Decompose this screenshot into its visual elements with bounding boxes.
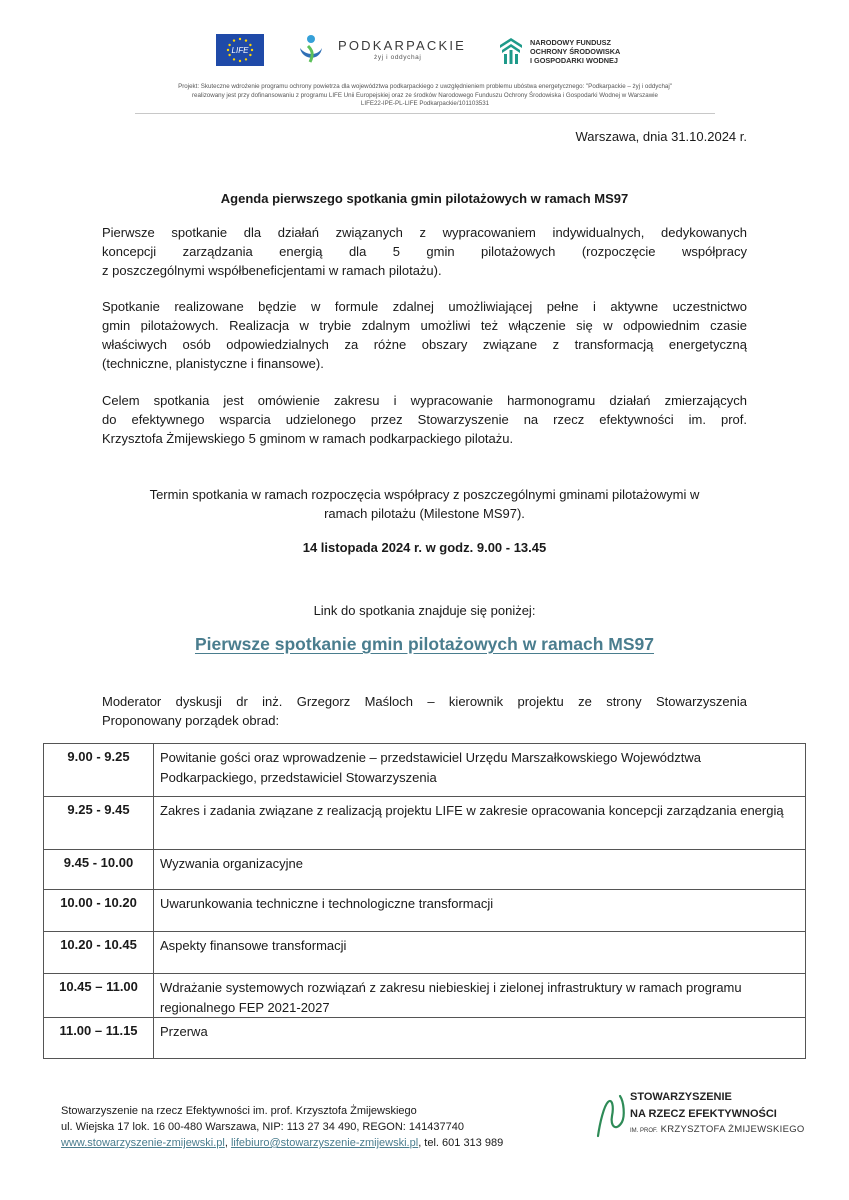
table-row [44, 797, 806, 850]
association-logo [594, 1090, 804, 1140]
agenda-item: Uwarunkowania techniczne i technologiczne transformacji [154, 890, 806, 932]
podkarpackie-name: PODKARPACKIE [338, 38, 467, 53]
podkarpackie-logo [296, 34, 471, 70]
moderator-info: Moderator dyskusji dr inż. Grzegorz Maśloch – kierownik projektu ze strony Stowarzyszenia Proponowany porządek obrad: [102, 694, 747, 728]
agenda-item: Zakres i zadania związane z realizacją projektu LIFE w zakresie opracowania koncepcji zarządzania energią [154, 797, 806, 850]
footer-links: www.stowarzyszenie-zmijewski.pl, lifebiuro@stowarzyszenie-zmijewski.pl, tel. 601 313 989 [61, 1137, 504, 1149]
table-row [44, 890, 806, 932]
agenda-time: 9.25 - 9.45 [44, 797, 154, 850]
agenda-item: Wdrażanie systemowych rozwiązań z zakresu niebieskiej i zielonej infrastruktury w ramach programu regionalnego FEP 2021-2027 [154, 974, 806, 1018]
svg-text:LIFE: LIFE [231, 46, 249, 55]
table-row [44, 850, 806, 890]
association-logo-line3: IM. PROF. KRZYSZTOFA ŻMIJEWSKIEGO [630, 1124, 805, 1135]
agenda-item: Przerwa [154, 1018, 806, 1059]
document-title: Agenda pierwszego spotkania gmin pilotażowych w ramach MS97 [220, 191, 629, 206]
association-logo-line1: STOWARZYSZENIE [630, 1091, 732, 1103]
project-line: realizowany jest przy dofinansowaniu z programu LIFE Unii Europejskiej oraz ze środków Narodowego Funduszu Ochrony Środowiska i Gospodarki Wodnej w Warszawie [192, 91, 658, 99]
agenda-time: 9.45 - 10.00 [44, 850, 154, 890]
table-row [44, 932, 806, 974]
table-row [44, 974, 806, 1018]
paragraph-goal: Celem spotkania jest omówienie zakresu i wypracowanie harmonogramu działań zmierzających do efektywnego wsparcia udzielonego przez Stowarzyszenie na rzecz efektywności im. prof. Krzysztofa Żmijewskiego 5 gminom w ramach podkarpackiego pilotażu. [102, 393, 747, 446]
eu-life-logo [216, 34, 264, 66]
project-info [100, 83, 750, 109]
footer-address: ul. Wiejska 17 lok. 16 00-480 Warszawa, NIP: 113 27 34 490, REGON: 141437740 [61, 1121, 464, 1133]
footer-contact [61, 1103, 503, 1151]
association-logo-line2: NA RZECZ EFEKTYWNOŚCI [630, 1108, 777, 1120]
nfosigw-name: NARODOWY FUNDUSZ OCHRONY ŚRODOWISKA I GOSPODARKI WODNEJ [530, 38, 621, 65]
eu-stars-icon [216, 34, 264, 66]
paragraph-intro: Pierwsze spotkanie dla działań związanych z wypracowaniem indywidualnych, dedykowanych koncepcji zarządzania energią dla 5 gmin pilotażowych (rozpoczęcie współpracy z poszczególnymi współbeneficjentami w ramach pilotażu). [102, 225, 747, 278]
table-row [44, 1018, 806, 1059]
agenda-time: 9.00 - 9.25 [44, 744, 154, 797]
agenda-time: 11.00 – 11.15 [44, 1018, 154, 1059]
date-line: Warszawa, dnia 31.10.2024 r. [575, 129, 747, 144]
agenda-table [43, 743, 806, 1059]
meeting-link[interactable]: Pierwsze spotkanie gmin pilotażowych w ramach MS97 [194, 634, 655, 654]
email-link[interactable]: lifebiuro@stowarzyszenie-zmijewski.pl [230, 1137, 419, 1149]
meeting-term: Termin spotkania w ramach rozpoczęcia współpracy z poszczególnymi gminami pilotażowymi w ramach pilotażu (Milestone MS97). [149, 487, 700, 521]
agenda-time: 10.45 – 11.00 [44, 974, 154, 1018]
podkarpackie-tagline: żyj i oddychaj [374, 54, 422, 61]
footer-org: Stowarzyszenie na rzecz Efektywności im. prof. Krzysztofa Żmijewskiego [61, 1105, 417, 1117]
agenda-time: 10.20 - 10.45 [44, 932, 154, 974]
link-intro: Link do spotkania znajduje się poniżej: [313, 603, 536, 618]
agenda-item: Aspekty finansowe transformacji [154, 932, 806, 974]
podkarpackie-person-icon [296, 34, 326, 66]
website-link[interactable]: www.stowarzyszenie-zmijewski.pl [61, 1137, 225, 1149]
nfosigw-logo [498, 36, 668, 72]
meeting-date: 14 listopada 2024 r. w godz. 9.00 - 13.45 [302, 540, 547, 555]
nfosigw-tree-icon [498, 36, 524, 66]
project-line: Projekt: Skuteczne wdrożenie programu ochrony powietrza dla województwa podkarpackiego z uwzględnieniem problemu ubóstwa energetycznego: "Podkarpackie – żyj i oddychaj" [178, 83, 672, 90]
association-swirl-icon [594, 1092, 626, 1138]
paragraph-format: Spotkanie realizowane będzie w formule zdalnej umożliwiającej pełne i aktywne uczestnictwo gmin pilotażowych. Realizacja w trybie zdalnym umożliwi też włączenie się w odpowiednim czasie właściwych osób odpowiedzialnych za różne obszary związane z transformacją energetyczną (techniczne, planistyczne i finansowe). [102, 299, 747, 371]
agenda-time: 10.00 - 10.20 [44, 890, 154, 932]
project-line: LIFE22-IPE-PL-LIFE Podkarpackie/101103531 [360, 100, 490, 108]
table-row [44, 744, 806, 797]
agenda-item: Powitanie gości oraz wprowadzenie – przedstawiciel Urzędu Marszałkowskiego Województwa Podkarpackiego, przedstawiciel Stowarzyszenia [154, 744, 806, 797]
agenda-item: Wyzwania organizacyjne [154, 850, 806, 890]
header-divider [135, 113, 715, 114]
